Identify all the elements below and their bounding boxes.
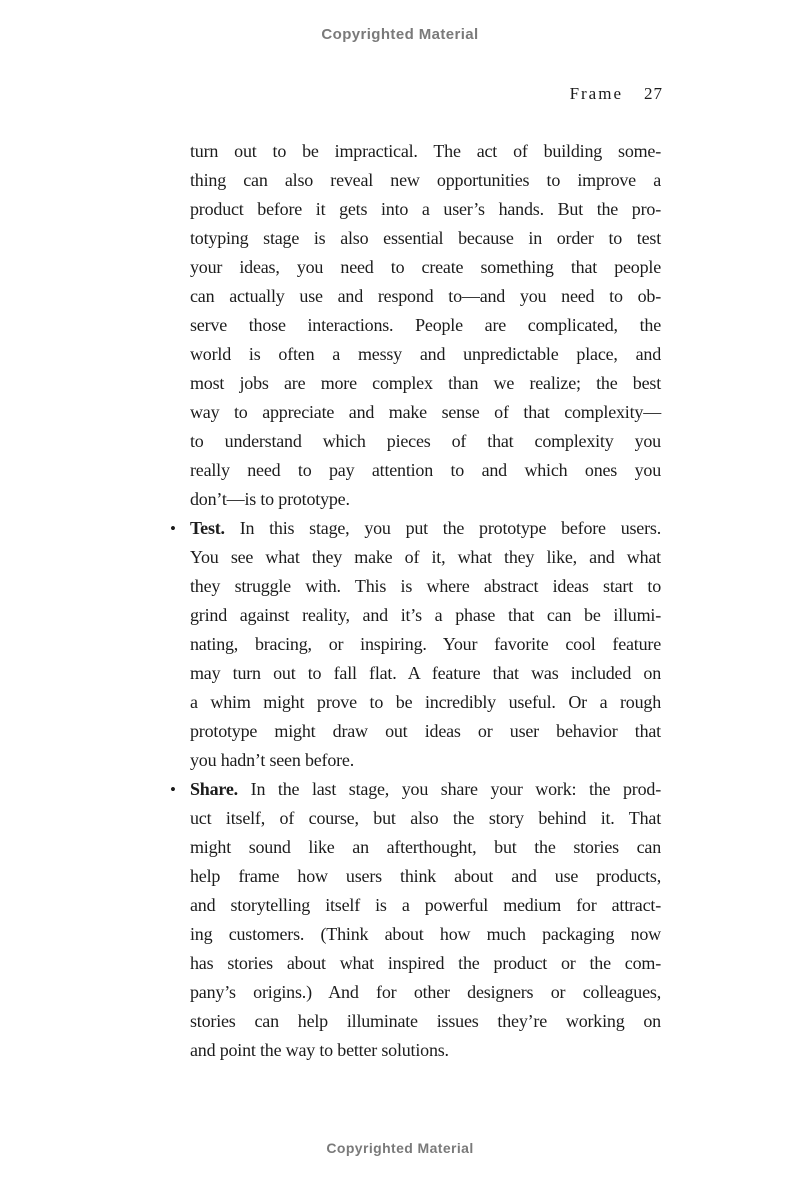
bullet-marker: • — [170, 780, 176, 799]
copyright-notice-top: Copyrighted Material — [321, 26, 479, 43]
text-line: might sound like an afterthought, but the stories can — [190, 837, 661, 857]
text-line: uct itself, of course, but also the story behind it. That — [190, 808, 661, 828]
text-line: serve those interactions. People are complicated, the — [190, 315, 661, 335]
page-number: 27 — [644, 84, 663, 103]
bullet-term: Share. — [190, 779, 238, 799]
copyright-notice-bottom: Copyrighted Material — [326, 1140, 474, 1156]
page-header — [570, 84, 663, 104]
text-line: and storytelling itself is a powerful medium for attract- — [190, 895, 661, 915]
text-line: stories can help illuminate issues they’re working on — [190, 1011, 661, 1031]
text-line: you hadn’t seen before. — [190, 750, 355, 770]
bullet-item — [170, 514, 661, 775]
bullet-item — [170, 775, 661, 1065]
text-line: world is often a messy and unpredictable place, and — [190, 344, 661, 364]
text-line: help frame how users think about and use products, — [190, 866, 661, 886]
text-line: thing can also reveal new opportunities to improve a — [190, 170, 661, 190]
text-line: really need to pay attention to and which ones you — [190, 460, 661, 480]
text-line: can actually use and respond to—and you need to ob- — [190, 286, 661, 306]
text-line: may turn out to fall flat. A feature that was included on — [190, 663, 661, 683]
text-line: ing customers. (Think about how much packaging now — [190, 924, 661, 944]
text-line: and point the way to better solutions. — [190, 1040, 449, 1060]
text-line: a whim might prove to be incredibly useful. Or a rough — [190, 692, 661, 712]
text-line: Test. In this stage, you put the prototype before users. — [190, 518, 661, 538]
text-line: You see what they make of it, what they like, and what — [190, 547, 661, 567]
body-text — [170, 137, 661, 1065]
text-line: they struggle with. This is where abstract ideas start to — [190, 576, 661, 596]
text-line: product before it gets into a user’s hands. But the pro- — [190, 199, 661, 219]
text-line: prototype might draw out ideas or user behavior that — [190, 721, 661, 741]
paragraph — [190, 137, 661, 514]
text-line: way to appreciate and make sense of that complexity— — [190, 402, 661, 422]
text-line: pany’s origins.) And for other designers or colleagues, — [190, 982, 661, 1002]
text-line: most jobs are more complex than we realize; the best — [190, 373, 661, 393]
text-line: nating, bracing, or inspiring. Your favorite cool feature — [190, 634, 661, 654]
bullet-term: Test. — [190, 518, 225, 538]
text-line: don’t—is to prototype. — [190, 489, 350, 509]
text-line: totyping stage is also essential because in order to test — [190, 228, 661, 248]
running-title: Frame — [569, 84, 623, 103]
text-line: Share. In the last stage, you share your work: the prod- — [190, 779, 661, 799]
text-line: has stories about what inspired the product or the com- — [190, 953, 661, 973]
bullet-marker: • — [170, 519, 176, 538]
text-line: turn out to be impractical. The act of building some- — [190, 141, 661, 161]
text-line: grind against reality, and it’s a phase that can be illumi- — [190, 605, 661, 625]
text-line: to understand which pieces of that complexity you — [190, 431, 661, 451]
text-line: your ideas, you need to create something that people — [190, 257, 661, 277]
